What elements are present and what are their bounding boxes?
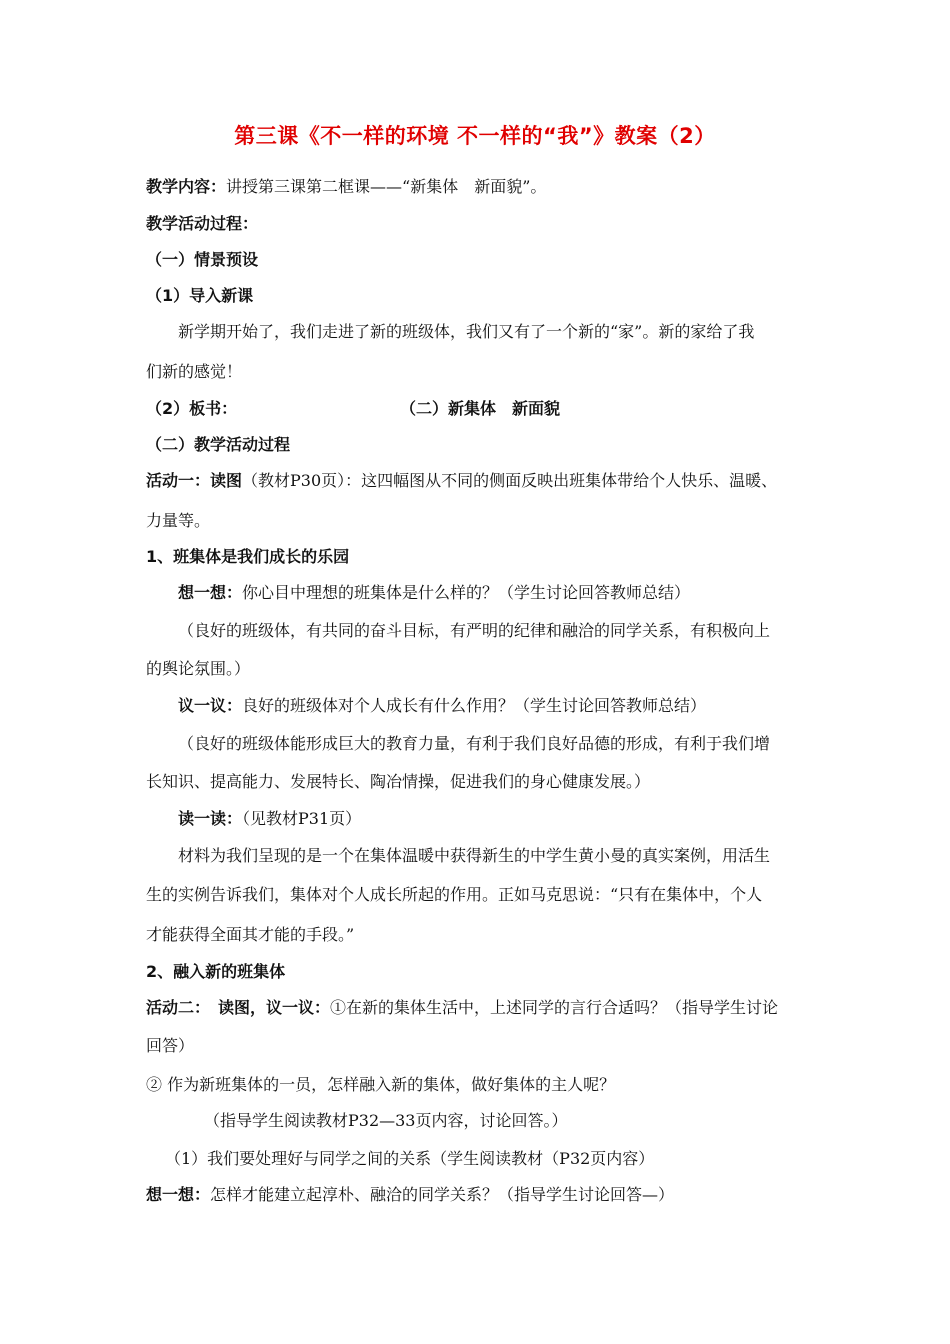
material-line2: 生的实例告诉我们，集体对个人成长所起的作用。正如马克思说：“只有在集体中，个人 xyxy=(146,885,763,904)
activity1-text: （教材P30页）：这四幅图从不同的侧面反映出班集体带给个人快乐、温暖、 xyxy=(242,471,778,490)
intro-paragraph-line2: 们新的感觉！ xyxy=(146,362,243,381)
think-answer-line1: （良好的班级体，有共同的奋斗目标，有严明的纪律和融洽的同学关系，有积极向上 xyxy=(178,621,771,640)
read-label: 读一读： xyxy=(178,809,243,828)
material-line3: 才能获得全面其才能的手段。” xyxy=(146,925,355,944)
teaching-content-text: 讲授第三课第二框课——“新集体 新面貌”。 xyxy=(226,177,547,196)
discuss-text: 良好的班级体对个人成长有什么作用？（学生讨论回答教师总结） xyxy=(242,696,707,715)
discuss-answer-line2: 长知识、提高能力、发展特长、陶冶情操，促进我们的身心健康发展。） xyxy=(146,772,651,791)
think-answer-line2: 的舆论氛围。） xyxy=(146,659,251,678)
read-line xyxy=(178,809,361,829)
subsection-heading-1: （1）导入新课 xyxy=(146,286,254,305)
material-line1: 材料为我们呈现的是一个在集体温暖中获得新生的中学生黄小曼的真实案例，用活生 xyxy=(178,846,771,865)
activity2-text: ①在新的集体生活中，上述同学的言行合适吗？（指导学生讨论 xyxy=(330,998,779,1017)
point1-line: （1）我们要处理好与同学之间的关系（学生阅读教材（P32页内容） xyxy=(165,1149,655,1168)
think2-label: 想一想： xyxy=(146,1185,211,1204)
heading-join-class: 2、融入新的班集体 xyxy=(146,962,286,981)
board-label: （2）板书： xyxy=(146,399,238,418)
activity2-line xyxy=(146,998,778,1018)
board-text: （二）新集体 新面貌 xyxy=(400,399,561,418)
activity1-label: 活动一：读图 xyxy=(146,471,243,490)
section-heading-2: （二）教学活动过程 xyxy=(146,435,291,454)
document-title: 第三课《不一样的环境 不一样的“我”》教案（2） xyxy=(234,124,716,148)
guide-line: （指导学生阅读教材P32—33页内容，讨论回答。） xyxy=(204,1111,568,1130)
question2-line: ② 作为新班集体的一员，怎样融入新的集体，做好集体的主人呢？ xyxy=(146,1075,616,1094)
teaching-content-label: 教学内容： xyxy=(146,177,227,196)
read-text: （见教材P31页） xyxy=(242,809,362,828)
heading-class-paradise: 1、班集体是我们成长的乐园 xyxy=(146,547,350,566)
activity1-line xyxy=(146,471,777,491)
think-text: 你心目中理想的班集体是什么样的？（学生讨论回答教师总结） xyxy=(242,583,691,602)
think-line xyxy=(178,583,690,603)
teaching-content-line xyxy=(146,177,546,197)
activity2-label: 活动二： 读图，议一议： xyxy=(146,998,331,1017)
activity1-line2: 力量等。 xyxy=(146,511,211,530)
think-label: 想一想： xyxy=(178,583,243,602)
intro-paragraph-line1: 新学期开始了，我们走进了新的班级体，我们又有了一个新的“家”。新的家给了我 xyxy=(178,322,755,341)
think2-text: 怎样才能建立起淳朴、融洽的同学关系？（指导学生讨论回答—） xyxy=(210,1185,675,1204)
section-heading-1: （一）情景预设 xyxy=(146,250,259,269)
discuss-line xyxy=(178,696,706,716)
discuss-answer-line1: （良好的班级体能形成巨大的教育力量，有利于我们良好品德的形成，有利于我们增 xyxy=(178,734,771,753)
think2-line xyxy=(146,1185,674,1205)
activity2-line2: 回答） xyxy=(146,1036,195,1055)
process-heading: 教学活动过程： xyxy=(146,214,259,233)
discuss-label: 议一议： xyxy=(178,696,243,715)
